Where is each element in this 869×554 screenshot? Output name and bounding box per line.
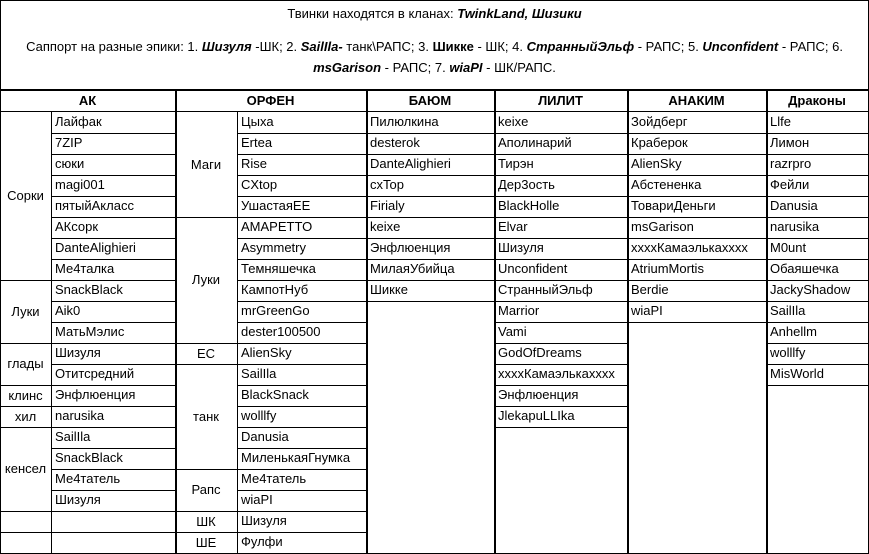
row-line	[51, 259, 175, 260]
orfen-member: МиленькаяГнумка	[241, 450, 351, 465]
support-note	[0, 26, 869, 88]
row-line	[494, 322, 627, 323]
orfen-member: УшастаяЕЕ	[241, 198, 311, 213]
orfen-group-label: ШК	[196, 513, 216, 529]
lilit-member: Unconfident	[498, 261, 568, 276]
row-line	[627, 154, 766, 155]
header-orfen: ОРФЕН	[246, 93, 295, 108]
row-line	[494, 175, 627, 176]
row-line	[766, 154, 868, 155]
orfen-group-label: ШЕ	[195, 534, 217, 550]
ak-member: Ме4талка	[55, 261, 115, 276]
row-line	[494, 280, 627, 281]
lilit-member: СтранныйЭльф	[498, 282, 593, 297]
orfen-member: dester100500	[241, 324, 321, 339]
orfen-group-label: Рапс	[191, 482, 221, 497]
row-line	[237, 238, 366, 239]
row-line	[51, 448, 175, 449]
ak-group-label: хил	[14, 408, 37, 424]
lilit-member: keixe	[498, 114, 529, 129]
row-line	[51, 196, 175, 197]
ak-group-label: клинс	[8, 387, 43, 403]
support-r7: - ШК/РАПС.	[482, 60, 556, 75]
ak-group-label: кенсел	[4, 461, 47, 476]
orfen-member: Темняшечка	[241, 261, 316, 276]
orfen-member: Rise	[241, 156, 268, 171]
row-line	[627, 301, 766, 302]
dragons-member: SailIla	[770, 303, 806, 318]
support-r3: - ШК; 4.	[473, 39, 527, 54]
orfen-member: CXtop	[241, 177, 278, 192]
orfen-group-label: ЕС	[196, 345, 216, 361]
row-line	[627, 175, 766, 176]
lilit-member: Тирэн	[498, 156, 534, 171]
row-line	[494, 217, 627, 218]
ak-member: Лайфак	[55, 114, 102, 129]
baium-member: МилаяУбийца	[370, 261, 455, 276]
row-line	[366, 280, 494, 281]
support-r4: - РАПС; 5.	[634, 39, 703, 54]
header-baium: БАЮМ	[408, 93, 452, 108]
row-line	[237, 196, 366, 197]
anakim-member: AtriumMortis	[631, 261, 704, 276]
row-line	[366, 196, 494, 197]
row-line	[237, 175, 366, 176]
support-p6: msGarison	[313, 60, 382, 75]
orfen-member: SailIla	[241, 366, 277, 381]
row-line	[766, 259, 868, 260]
lilit-member: Elvar	[498, 219, 528, 234]
ak-member: 7ZIP	[55, 135, 83, 150]
row-line	[494, 427, 627, 428]
support-p3: Шикке	[432, 39, 474, 54]
ak-group-label: Луки	[11, 303, 40, 319]
row-line	[494, 301, 627, 302]
dragons-member: Лимон	[770, 135, 810, 150]
ak-group-label: глады	[7, 356, 44, 371]
orfen-member: AMAPETTO	[241, 219, 313, 234]
row-line	[494, 196, 627, 197]
clans-title-prefix: Твинки находятся в кланах:	[287, 6, 458, 21]
row-line	[366, 133, 494, 134]
row-line	[627, 322, 766, 323]
row-line	[494, 406, 627, 407]
row-line	[366, 301, 494, 302]
row-line	[366, 259, 494, 260]
ak-member: сюки	[55, 156, 85, 171]
lilit-member: Vami	[498, 324, 527, 339]
clans-title	[0, 0, 869, 25]
dragons-member: JackyShadow	[770, 282, 851, 297]
lilit-member: GodOfDreams	[498, 345, 582, 360]
row-line	[766, 301, 868, 302]
dragons-member: Фейли	[770, 177, 810, 192]
orfen-member: Danusia	[241, 429, 289, 444]
row-line	[237, 322, 366, 323]
lilit-member: BlackHolle	[498, 198, 560, 213]
baium-member: Шикке	[370, 282, 408, 297]
dragons-member: MisWorld	[770, 366, 824, 381]
row-line	[766, 175, 868, 176]
dragons-member: Anhellm	[770, 324, 817, 339]
row-line	[494, 259, 627, 260]
row-line	[766, 196, 868, 197]
lilit-member: Marrior	[498, 303, 540, 318]
row-line	[51, 364, 175, 365]
support-p7: wiaPI	[449, 60, 483, 75]
baium-member: cxTop	[370, 177, 404, 192]
orfen-member: wolllfy	[241, 408, 277, 423]
row-line	[366, 175, 494, 176]
support-r1: -ШК; 2.	[251, 39, 301, 54]
baium-member: desterok	[370, 135, 420, 150]
baium-member: DanteAlighieri	[370, 156, 451, 171]
row-line	[494, 238, 627, 239]
row-line	[237, 427, 366, 428]
lilit-member: Дер3ость	[498, 177, 555, 192]
orfen-member: mrGreenGo	[241, 303, 310, 318]
anakim-member: msGarison	[631, 219, 694, 234]
row-line	[627, 133, 766, 134]
header-anakim: АНАКИМ	[668, 93, 725, 108]
support-p4: СтранныйЭльф	[526, 39, 635, 54]
row-line	[627, 196, 766, 197]
support-r5: - РАПС; 6.	[778, 39, 843, 54]
orfen-member: Ме4татель	[241, 471, 307, 486]
row-line	[0, 532, 175, 533]
anakim-member: xxxxКамаэлькаxxxx	[631, 240, 748, 255]
support-p1: Шизуля	[201, 39, 252, 54]
lilit-member: JlekapuLLIka	[498, 408, 575, 423]
row-line	[51, 133, 175, 134]
row-line	[766, 385, 868, 386]
dragons-member: Danusia	[770, 198, 818, 213]
ak-member: DanteAlighieri	[55, 240, 136, 255]
dragons-member: Обаяшечка	[770, 261, 839, 276]
row-line	[366, 217, 494, 218]
ak-member: narusika	[55, 408, 105, 423]
row-line	[51, 301, 175, 302]
row-line	[366, 238, 494, 239]
clans-title-names: TwinkLand, Шизики	[457, 6, 582, 21]
ak-member: Отитсредний	[55, 366, 135, 381]
ak-member: SnackBlack	[55, 450, 123, 465]
baium-member: Firialy	[370, 198, 405, 213]
orfen-member: Фулфи	[241, 534, 283, 549]
ak-member: Ме4татель	[55, 471, 121, 486]
ak-member: Энфлюенция	[55, 387, 136, 402]
row-line	[237, 133, 366, 134]
support-label: Саппорт на разные эпики: 1.	[26, 39, 202, 54]
row-line	[237, 385, 366, 386]
baium-member: Пилюлкина	[370, 114, 439, 129]
anakim-member: Berdie	[631, 282, 669, 297]
header-ak: АК	[78, 93, 97, 108]
row-line	[766, 280, 868, 281]
row-line	[51, 238, 175, 239]
baium-member: keixe	[370, 219, 401, 234]
orfen-member: Шизуля	[241, 513, 287, 528]
orfen-group-label: танк	[193, 408, 219, 424]
orfen-member: BlackSnack	[241, 387, 309, 402]
dragons-member: narusika	[770, 219, 820, 234]
lilit-member: xxxxКамаэлькаxxxx	[498, 366, 615, 381]
anakim-member: wiaPI	[631, 303, 663, 318]
orfen-member: Цыха	[241, 114, 274, 129]
row-line	[237, 406, 366, 407]
row-line	[237, 259, 366, 260]
ak-member: пятыйАкласс	[55, 198, 134, 213]
ak-member: АКсорк	[55, 219, 99, 234]
row-line	[627, 217, 766, 218]
row-line	[494, 385, 627, 386]
row-line	[51, 175, 175, 176]
ak-member: Aik0	[55, 303, 81, 318]
row-line	[237, 301, 366, 302]
row-line	[237, 154, 366, 155]
row-line	[494, 133, 627, 134]
anakim-member: Абстененка	[631, 177, 702, 192]
dragons-member: razrpro	[770, 156, 812, 171]
orfen-group-label: Маги	[190, 156, 222, 172]
support-p2: SailIla-	[300, 39, 343, 54]
row-line	[51, 217, 175, 218]
orfen-group-label: Луки	[191, 272, 221, 287]
row-line	[494, 154, 627, 155]
anakim-member: AlienSky	[631, 156, 682, 171]
ak-member: Шизуля	[55, 492, 101, 507]
header-lilit: ЛИЛИТ	[538, 93, 583, 108]
row-line	[51, 322, 175, 323]
row-line	[51, 469, 175, 470]
support-r2: танк\РАПС; 3.	[342, 39, 433, 54]
lilit-member: Шизуля	[498, 240, 544, 255]
orfen-member: AlienSky	[241, 345, 292, 360]
ak-member: МатьМэлис	[55, 324, 125, 339]
ak-member: SailIla	[55, 429, 91, 444]
anakim-member: Зойдберг	[631, 114, 688, 129]
row-line	[237, 280, 366, 281]
row-line	[237, 490, 366, 491]
ak-member: SnackBlack	[55, 282, 123, 297]
dragons-member: wolllfy	[770, 345, 806, 360]
row-line	[494, 343, 627, 344]
orfen-member: Ertea	[241, 135, 273, 150]
row-line	[51, 154, 175, 155]
ak-member: Шизуля	[55, 345, 101, 360]
anakim-member: ТовариДеньги	[631, 198, 716, 213]
orfen-member: Asymmetry	[241, 240, 306, 255]
dragons-member: M0unt	[770, 240, 807, 255]
lilit-member: Аполинарий	[498, 135, 572, 150]
lilit-member: Энфлюенция	[498, 387, 579, 402]
support-r6: - РАПС; 7.	[381, 60, 450, 75]
row-line	[766, 343, 868, 344]
orfen-member: КампотНуб	[241, 282, 309, 297]
row-line	[51, 490, 175, 491]
group-line	[0, 511, 175, 512]
anakim-member: Краберок	[631, 135, 688, 150]
baium-member: Энфлюенция	[370, 240, 451, 255]
row-line	[494, 364, 627, 365]
row-line	[766, 133, 868, 134]
orfen-member: wiaPI	[241, 492, 273, 507]
row-line	[766, 364, 868, 365]
ak-member: magi001	[55, 177, 105, 192]
row-line	[366, 154, 494, 155]
support-p5: Unconfident	[702, 39, 779, 54]
row-line	[627, 280, 766, 281]
row-line	[237, 448, 366, 449]
row-line	[766, 217, 868, 218]
row-line	[766, 238, 868, 239]
row-line	[766, 322, 868, 323]
ak-group-label: Сорки	[7, 188, 44, 203]
header-dragons: Драконы	[788, 93, 846, 108]
row-line	[627, 238, 766, 239]
dragons-member: Llfe	[770, 114, 791, 129]
row-line	[627, 259, 766, 260]
